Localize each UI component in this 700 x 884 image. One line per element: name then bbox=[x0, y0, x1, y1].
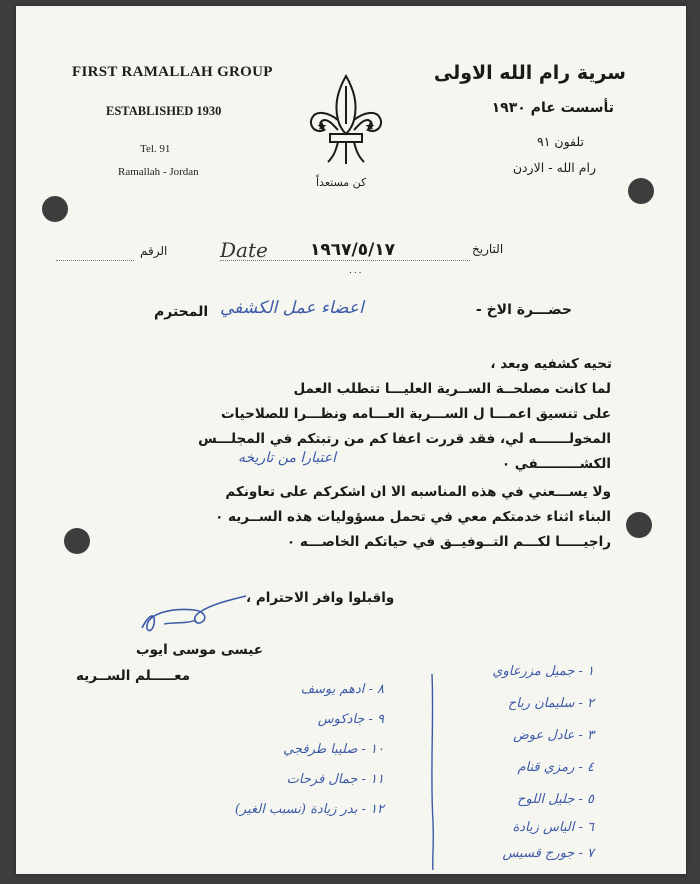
punch-hole bbox=[628, 178, 654, 204]
member-list-item: ٥ - جليل اللوح bbox=[517, 792, 594, 807]
date-value: ١٩٦٧/٥/١٧ bbox=[310, 240, 396, 260]
list-divider-line bbox=[426, 672, 440, 872]
signatory-name: عيسى موسى ايوب bbox=[136, 642, 264, 658]
member-list-item: ٨ - ادهم يوسف bbox=[300, 682, 384, 697]
date-label-ar: التاريخ bbox=[472, 242, 504, 256]
location-en: Ramallah - Jordan bbox=[118, 166, 199, 178]
ref-dotted-line bbox=[56, 260, 134, 261]
ref-mark: ٠٠٠ bbox=[348, 268, 363, 278]
tel-ar: تلفون ٩١ bbox=[537, 134, 584, 149]
punch-hole bbox=[64, 528, 90, 554]
member-list-item: ١١ - جمال فرحات bbox=[286, 772, 384, 787]
member-list-item: ١٢ - بدر زيادة (نسبب الغير) bbox=[234, 802, 384, 817]
punch-hole bbox=[626, 512, 652, 538]
addressee-honorific: المحترم bbox=[154, 304, 209, 320]
member-list-item: ١ - جميل مزرعاوي bbox=[492, 664, 594, 679]
member-list-item: ٩ - جادكوس bbox=[317, 712, 384, 727]
member-list-item: ٢ - سليمان رباح bbox=[507, 696, 594, 711]
date-dotted-line bbox=[220, 260, 470, 261]
location-ar: رام الله - الاردن bbox=[512, 160, 596, 175]
ref-label: الرقم bbox=[140, 244, 168, 258]
body-line: راجيـــــا لكـــم التــوفيــق في حياتكم الخاصـــه ٠ bbox=[286, 534, 611, 550]
addressee-name-handwritten: اعضاء عمل الكشفي bbox=[220, 298, 364, 318]
signatory-title: معـــــلم الســريه bbox=[76, 668, 191, 684]
addressee-prefix: حضـــرة الاخ - bbox=[475, 302, 572, 318]
body-line: البناء اثناء خدمتكم معي في تحمل مسؤوليات هذه الســريه ٠ bbox=[215, 509, 611, 525]
body-line: المخولـــــــه لي، فقد قررت اعفا كم من رتبتكم في المجلـــس bbox=[198, 431, 611, 447]
established-ar: تأسست عام ١٩٣٠ bbox=[491, 100, 614, 116]
member-list-item: ٧ - جورج قسيس bbox=[502, 846, 594, 861]
body-line: لما كانت مصلحــة الســرية العليـــا تتطلب العمل bbox=[293, 381, 611, 397]
motto-ar: كن مستعداً bbox=[316, 176, 367, 189]
body-line: الكشـــــــــفي ٠ bbox=[501, 456, 611, 472]
member-list-item: ١٠ - صليبا طرفجي bbox=[283, 742, 384, 757]
date-label-en: Date bbox=[220, 238, 268, 262]
member-list-item: ٦ - الياس زيادة bbox=[512, 820, 594, 835]
org-name-ar: سرية رام الله الاولى bbox=[433, 62, 626, 84]
handwritten-insert: اعتبارا من تاريخه bbox=[238, 450, 337, 466]
member-list-item: ٤ - رمزي قنام bbox=[517, 760, 594, 775]
org-name-en: FIRST RAMALLAH GROUP bbox=[72, 64, 273, 80]
letter-page bbox=[16, 6, 686, 874]
body-line: على تنسيق اعمـــا ل الســـرية العـــامه ونظـــرا للصلاحيات bbox=[220, 406, 611, 422]
established-en: ESTABLISHED 1930 bbox=[106, 104, 222, 118]
tel-en: Tel. 91 bbox=[140, 143, 171, 155]
punch-hole bbox=[42, 196, 68, 222]
member-list-item: ٣ - عادل عوض bbox=[513, 728, 594, 743]
greeting: تحيه كشفيه وبعد ، bbox=[490, 356, 612, 372]
body-line: ولا يســـعني في هذه المناسبه الا ان اشكركم على تعاونكم bbox=[225, 484, 611, 500]
signature-icon bbox=[134, 588, 252, 644]
closing: واقبلوا وافر الاحترام ، bbox=[246, 590, 395, 606]
fleur-de-lis-icon bbox=[308, 72, 384, 170]
